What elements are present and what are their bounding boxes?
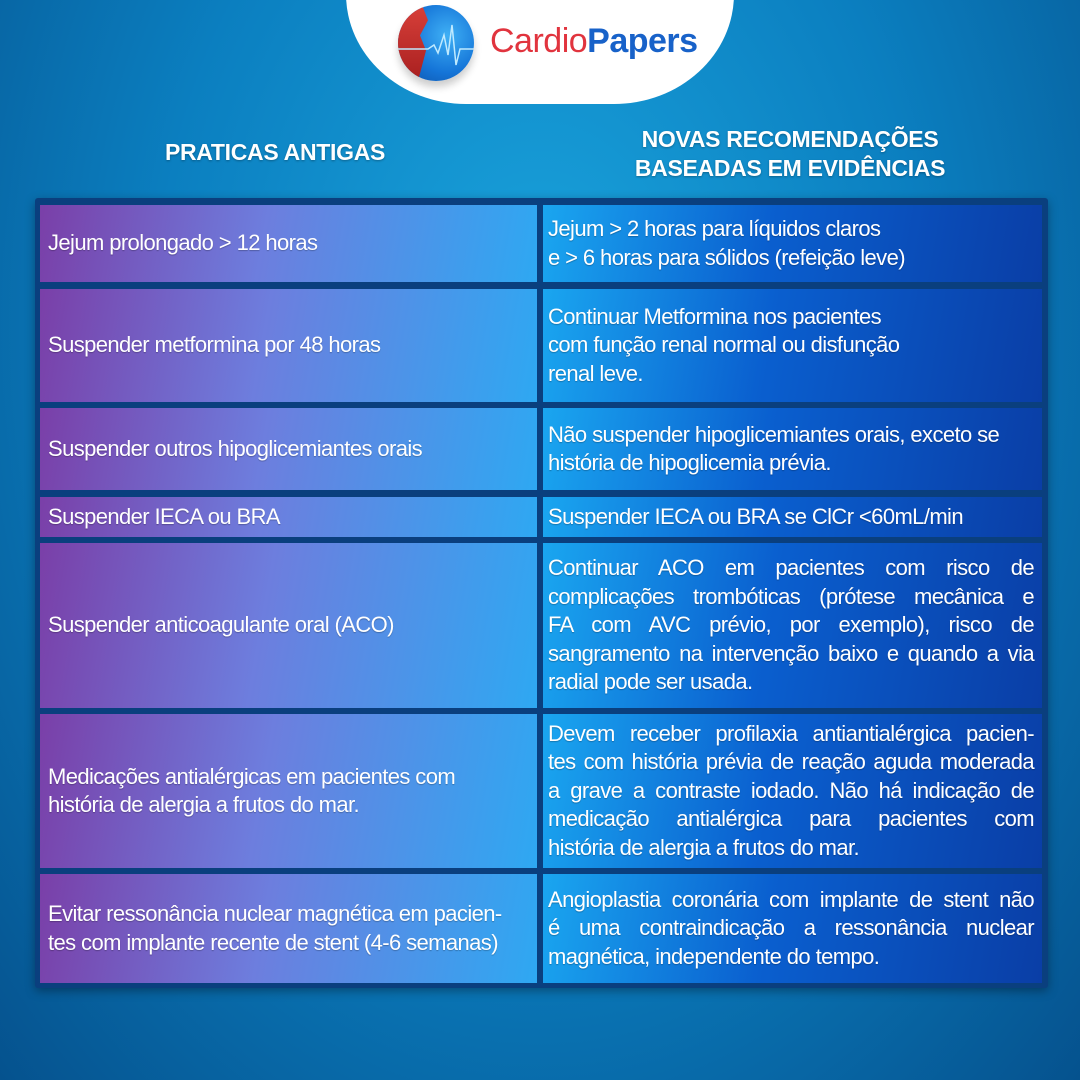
new-recommendation-cell (543, 408, 1042, 490)
cell-text-line: a grave a contraste iodado. Não há indicação de (548, 777, 1034, 803)
cell-text-line: renal leve. (548, 360, 643, 386)
new-recommendation-cell (543, 205, 1042, 282)
cell-text-line: Continuar ACO em pacientes com risco de (548, 555, 1034, 581)
brand-part1: Cardio (490, 22, 588, 60)
cell-text-line: Suspender metformina por 48 horas (48, 332, 381, 358)
cell-text-line: Suspender IECA ou BRA se ClCr <60mL/min (548, 503, 963, 529)
new-recommendation-cell (543, 497, 1042, 537)
new-recommendation-cell (543, 714, 1042, 868)
header-new-recommendations (600, 125, 980, 183)
old-practice-cell (40, 874, 537, 983)
cell-text-line: Medicações antialérgicas em pacientes com (48, 763, 456, 789)
cell-text-line: com função renal normal ou disfunção (548, 332, 900, 358)
cell-text-line: radial pode ser usada. (548, 669, 753, 695)
cell-text-line: Devem receber profilaxia antiantialérgica pacien- (548, 720, 1034, 746)
old-practice-cell (40, 714, 537, 868)
cell-text-line: FA com AVC prévio, por exemplo), risco de (548, 612, 1034, 638)
cell-text-line: magnética, independente do tempo. (548, 943, 880, 969)
old-practice-cell (40, 497, 537, 537)
cell-text-line: medicação antialérgica para pacientes com (548, 806, 1034, 832)
cell-text-line: história de hipoglicemia prévia. (548, 450, 831, 475)
cell-text-line: sangramento na intervenção baixo e quando a via (548, 640, 1034, 666)
cell-text-line: Suspender outros hipoglicemiantes orais (48, 435, 423, 461)
cell-text-line: Angioplastia coronária com implante de stent não (548, 886, 1034, 912)
old-practice-cell (40, 205, 537, 282)
cell-text-line: é uma contraindicação a ressonância nuclear (548, 915, 1034, 941)
old-practice-cell (40, 289, 537, 402)
header-line: BASEADAS EM EVIDÊNCIAS (634, 155, 946, 181)
cell-text-line: Suspender IECA ou BRA (48, 503, 280, 529)
cell-text-line: história de alergia a frutos do mar. (548, 834, 860, 860)
globe-logo-icon (398, 5, 474, 81)
comparison-table (35, 198, 1048, 988)
old-practice-cell (40, 408, 537, 490)
new-recommendation-cell (543, 289, 1042, 402)
cell-text-line: Continuar Metformina nos pacientes (548, 303, 882, 329)
brand-name (490, 22, 698, 61)
cell-text-line: Suspender anticoagulante oral (ACO) (48, 612, 394, 638)
header-line: NOVAS RECOMENDAÇÕES (641, 126, 939, 152)
cell-text-line: tes com história prévia de reação aguda moderada (548, 749, 1034, 775)
cell-text-line: história de alergia a frutos do mar. (48, 792, 360, 817)
header-old-practices: PRATICAS ANTIGAS (164, 139, 386, 165)
cell-text-line: Jejum > 2 horas para líquidos claros (548, 216, 881, 241)
cell-text-line: Evitar ressonância nuclear magnética em pacien- (48, 901, 502, 926)
old-practice-cell (40, 543, 537, 708)
brand-part2: Papers (587, 22, 698, 60)
cell-text-line: Não suspender hipoglicemiantes orais, exceto se (548, 421, 1000, 447)
new-recommendation-cell (543, 543, 1042, 708)
cell-text-line: e > 6 horas para sólidos (refeição leve) (548, 244, 905, 270)
cell-text-line: tes com implante recente de stent (4-6 semanas) (48, 929, 498, 955)
cell-text-line: Jejum prolongado > 12 horas (48, 230, 318, 256)
new-recommendation-cell (543, 874, 1042, 983)
cell-text-line: complicações trombóticas (prótese mecânica e (548, 583, 1034, 609)
